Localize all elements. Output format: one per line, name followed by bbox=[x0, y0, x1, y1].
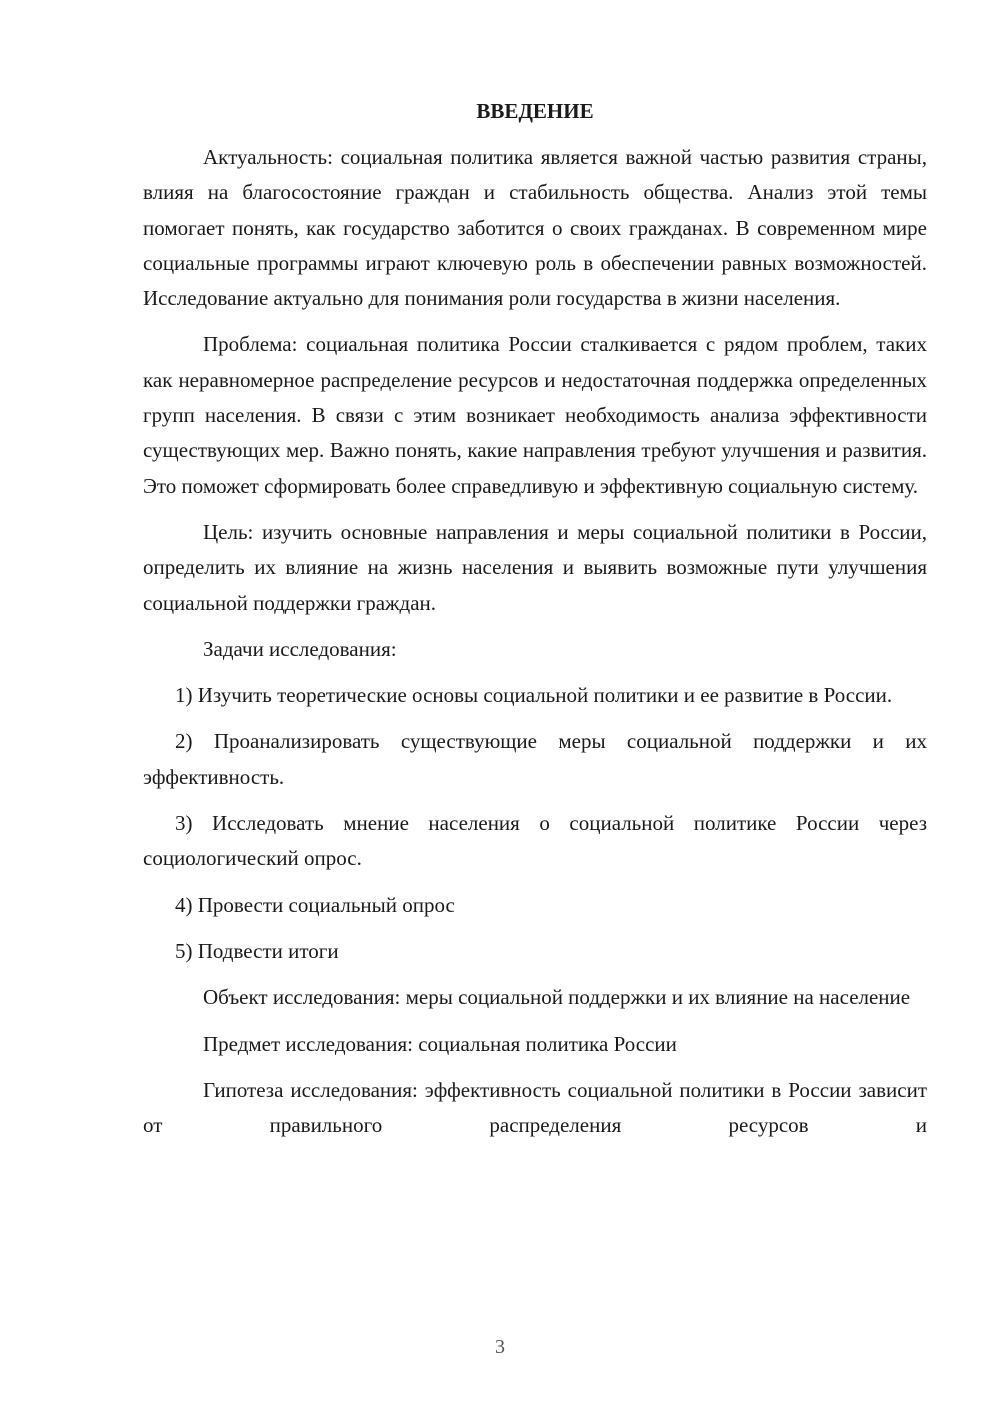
task-item-4: 4) Провести социальный опрос bbox=[175, 892, 455, 917]
task-item-1: 1) Изучить теоретические основы социальной политики и ее развитие в России. bbox=[175, 683, 893, 708]
paragraph-goal: Цель: изучить основные направления и меры социальной политики в России, определить их влияние на жизнь населения и выявить возможные пути улучшения социальной поддержки граждан. bbox=[143, 519, 927, 615]
paragraph-tasks-heading: Задачи исследования: bbox=[203, 636, 397, 661]
section-heading: ВВЕДЕНИЕ bbox=[476, 99, 594, 123]
paragraph-hypothesis: Гипотеза исследования: эффективность социальной политики в России зависит от правильного распределения ресурсов и bbox=[143, 1077, 927, 1138]
task-item-5: 5) Подвести итоги bbox=[175, 938, 339, 963]
paragraph-problem: Проблема: социальная политика России сталкивается с рядом проблем, таких как неравномерное распределение ресурсов и недостаточная поддержка определенных групп населения. В связи с этим возникает необходимость анализа эффективности существующих мер. Важно понять, какие направления требуют улучшения и развития. Это поможет сформировать более справедливую и эффективную социальную систему. bbox=[143, 332, 927, 498]
task-item-3: 3) Исследовать мнение населения о социальной политике России через социологический опрос. bbox=[143, 811, 927, 871]
page-content bbox=[143, 94, 927, 1154]
paragraph-relevance: Актуальность: социальная политика является важной частью развития страны, влияя на благосостояние граждан и стабильность общества. Анализ этой темы помогает понять, как государство заботится о своих гражданах. В современном мире социальные программы играют ключевую роль в обеспечении равных возможностей. Исследование актуально для понимания роли государства в жизни населения. bbox=[143, 145, 927, 311]
paragraph-subject: Предмет исследования: социальная политика России bbox=[203, 1031, 677, 1056]
task-item-2: 2) Проанализировать существующие меры социальной поддержки и их эффективность. bbox=[143, 729, 927, 789]
page-number: 3 bbox=[495, 1336, 505, 1358]
paragraph-object: Объект исследования: меры социальной поддержки и их влияние на население bbox=[203, 985, 911, 1010]
